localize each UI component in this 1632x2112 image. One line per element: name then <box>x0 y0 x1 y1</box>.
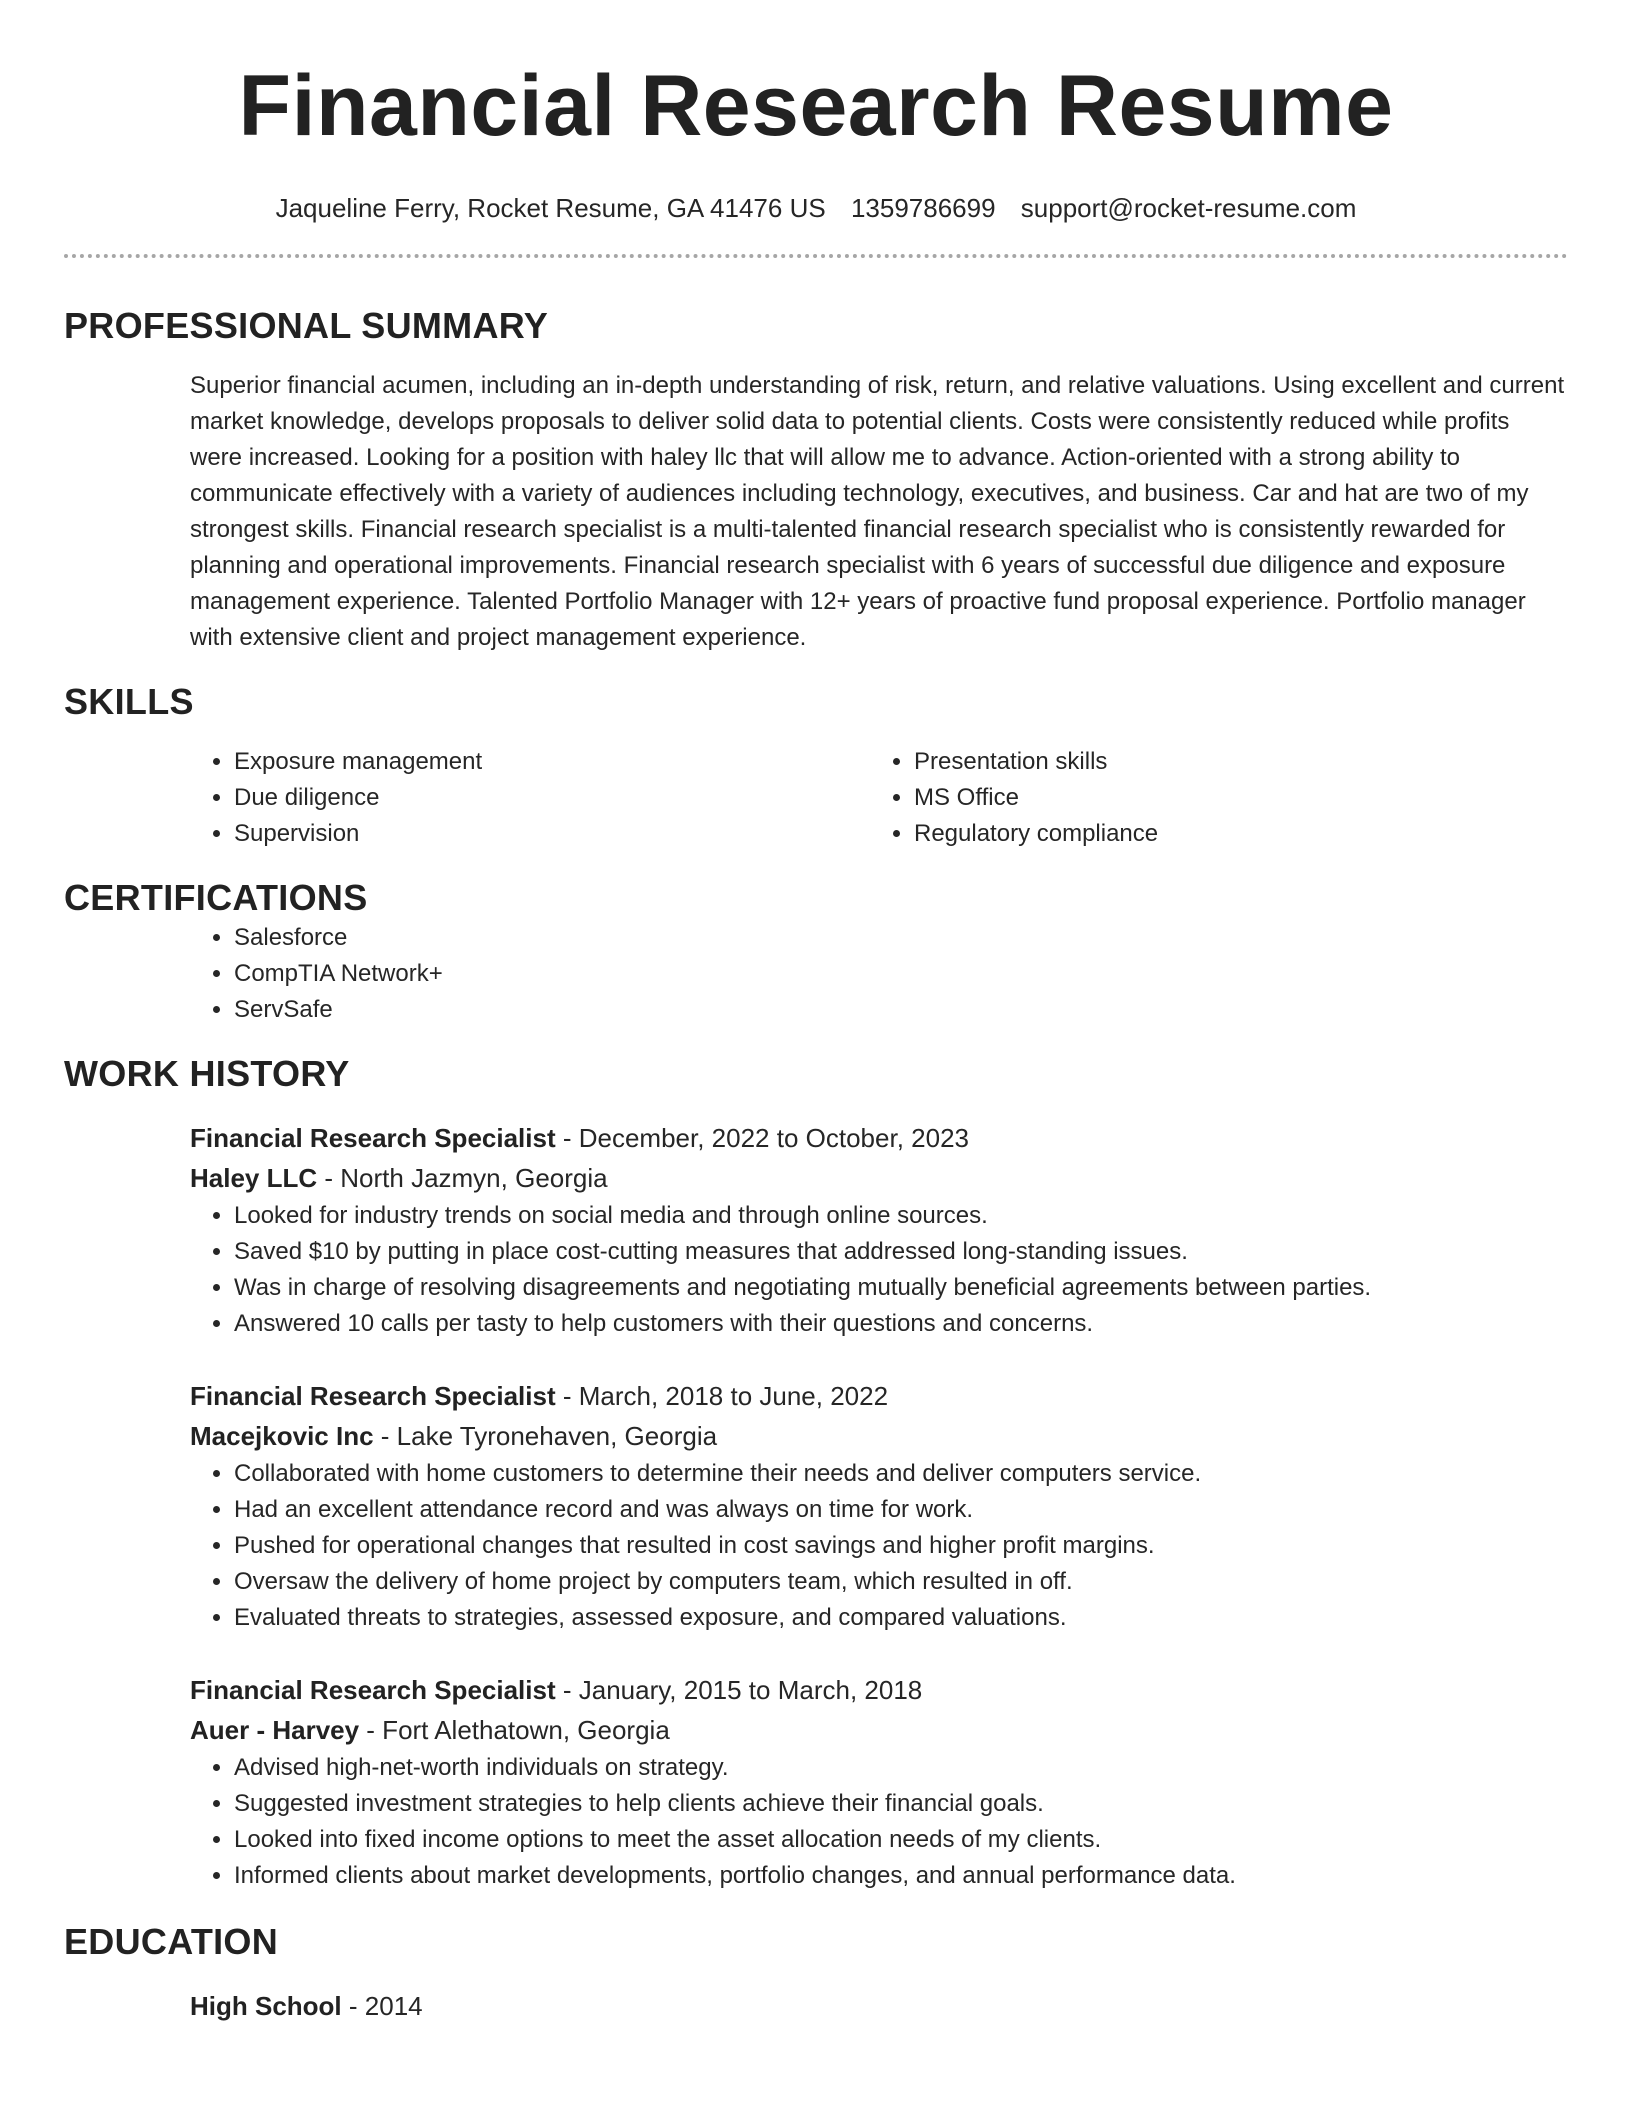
job-bullet: • Saved $10 by putting in place cost-cutting measures that addressed long-standing issues. <box>234 1234 1568 1270</box>
job-dates: - January, 2015 to March, 2018 <box>555 1675 923 1705</box>
skill-item: • Exposure management <box>234 744 870 780</box>
certification-item: • ServSafe <box>234 992 1568 1028</box>
job-company: Haley LLC <box>190 1163 318 1193</box>
certification-item: • CompTIA Network+ <box>234 956 1568 992</box>
skill-item: • MS Office <box>914 780 1550 816</box>
job-bullet: • Was in charge of resolving disagreements and negotiating mutually beneficial agreements between parties. <box>234 1270 1568 1306</box>
education-heading: EDUCATION <box>64 1921 279 1962</box>
skills-heading: SKILLS <box>64 681 194 722</box>
job-location: - North Jazmyn, Georgia <box>317 1163 608 1193</box>
job-dates: - March, 2018 to June, 2022 <box>555 1381 889 1411</box>
job-title: Financial Research Specialist <box>190 1123 556 1153</box>
job-bullet: • Suggested investment strategies to help clients achieve their financial goals. <box>234 1786 1568 1822</box>
job-bullet: • Collaborated with home customers to determine their needs and deliver computers service. <box>234 1456 1568 1492</box>
contact-address: Jaqueline Ferry, Rocket Resume, GA 41476 US <box>275 193 826 223</box>
job-bullet: • Had an excellent attendance record and was always on time for work. <box>234 1492 1568 1528</box>
job-location: - Lake Tyronehaven, Georgia <box>373 1421 718 1451</box>
header-divider <box>64 254 1568 258</box>
skill-item: • Presentation skills <box>914 744 1550 780</box>
job-bullet: • Pushed for operational changes that resulted in cost savings and higher profit margins. <box>234 1528 1568 1564</box>
job-title-line <box>190 1376 1568 1416</box>
certifications-section <box>64 876 1568 1028</box>
job-entry <box>190 1670 1568 1894</box>
job-bullet: • Oversaw the delivery of home project by computers team, which resulted in off. <box>234 1564 1568 1600</box>
job-company-line <box>190 1158 1568 1198</box>
job-title-line <box>190 1118 1568 1158</box>
work-history-section <box>64 1052 1568 1894</box>
education-item <box>190 1986 1568 2026</box>
skills-column-right <box>870 744 1550 852</box>
job-entry <box>190 1118 1568 1342</box>
job-dates: - December, 2022 to October, 2023 <box>555 1123 969 1153</box>
job-company-line <box>190 1416 1568 1456</box>
job-company: Auer - Harvey <box>190 1715 360 1745</box>
certification-item: • Salesforce <box>234 920 1568 956</box>
skills-column-left <box>190 744 870 852</box>
work-history-heading: WORK HISTORY <box>64 1053 350 1094</box>
job-bullet: • Looked for industry trends on social media and through online sources. <box>234 1198 1568 1234</box>
summary-section <box>64 304 1568 656</box>
education-section <box>64 1920 1568 2026</box>
skills-section <box>64 680 1568 852</box>
job-entry <box>190 1376 1568 1636</box>
education-year: - 2014 <box>341 1991 423 2021</box>
resume-title: Financial Research Resume <box>238 58 1394 154</box>
job-bullet: • Informed clients about market developments, portfolio changes, and annual performance data. <box>234 1858 1568 1894</box>
skill-item: • Supervision <box>234 816 870 852</box>
skill-item: • Regulatory compliance <box>914 816 1550 852</box>
job-bullet: • Advised high-net-worth individuals on strategy. <box>234 1750 1568 1786</box>
job-title: Financial Research Specialist <box>190 1675 556 1705</box>
skill-item: • Due diligence <box>234 780 870 816</box>
job-company: Macejkovic Inc <box>190 1421 374 1451</box>
contact-email: support@rocket-resume.com <box>1020 193 1357 223</box>
contact-phone: 1359786699 <box>850 193 996 223</box>
summary-heading: PROFESSIONAL SUMMARY <box>64 305 549 346</box>
job-title-line <box>190 1670 1568 1710</box>
job-company-line <box>190 1710 1568 1750</box>
certifications-heading: CERTIFICATIONS <box>64 877 368 918</box>
job-bullet: • Looked into fixed income options to meet the asset allocation needs of my clients. <box>234 1822 1568 1858</box>
job-location: - Fort Alethatown, Georgia <box>359 1715 670 1745</box>
summary-text: Superior financial acumen, including an in-depth understanding of risk, return, and relative valuations. Using excellent and current market knowledge, develops proposals to deliver solid data to potential clients. Costs were consistently reduced while profits were increased. Looking for a position with haley llc that will allow me to advance. Action-oriented with a strong ability to communicate effectively with a variety of audiences including technology, executives, and business. Car and hat are two of my strongest skills. Financial research specialist is a multi-talented financial research specialist who is consistently rewarded for planning and operational improvements. Financial research specialist with 6 years of successful due diligence and exposure management experience. Talented Portfolio Manager with 12+ years of proactive fund proposal experience. Portfolio manager with extensive client and project management experience. <box>190 372 1565 651</box>
job-bullet: • Evaluated threats to strategies, assessed exposure, and compared valuations. <box>234 1600 1568 1636</box>
education-degree: High School <box>190 1991 342 2021</box>
contact-line <box>64 192 1568 224</box>
job-title: Financial Research Specialist <box>190 1381 556 1411</box>
job-bullet: • Answered 10 calls per tasty to help customers with their questions and concerns. <box>234 1306 1568 1342</box>
